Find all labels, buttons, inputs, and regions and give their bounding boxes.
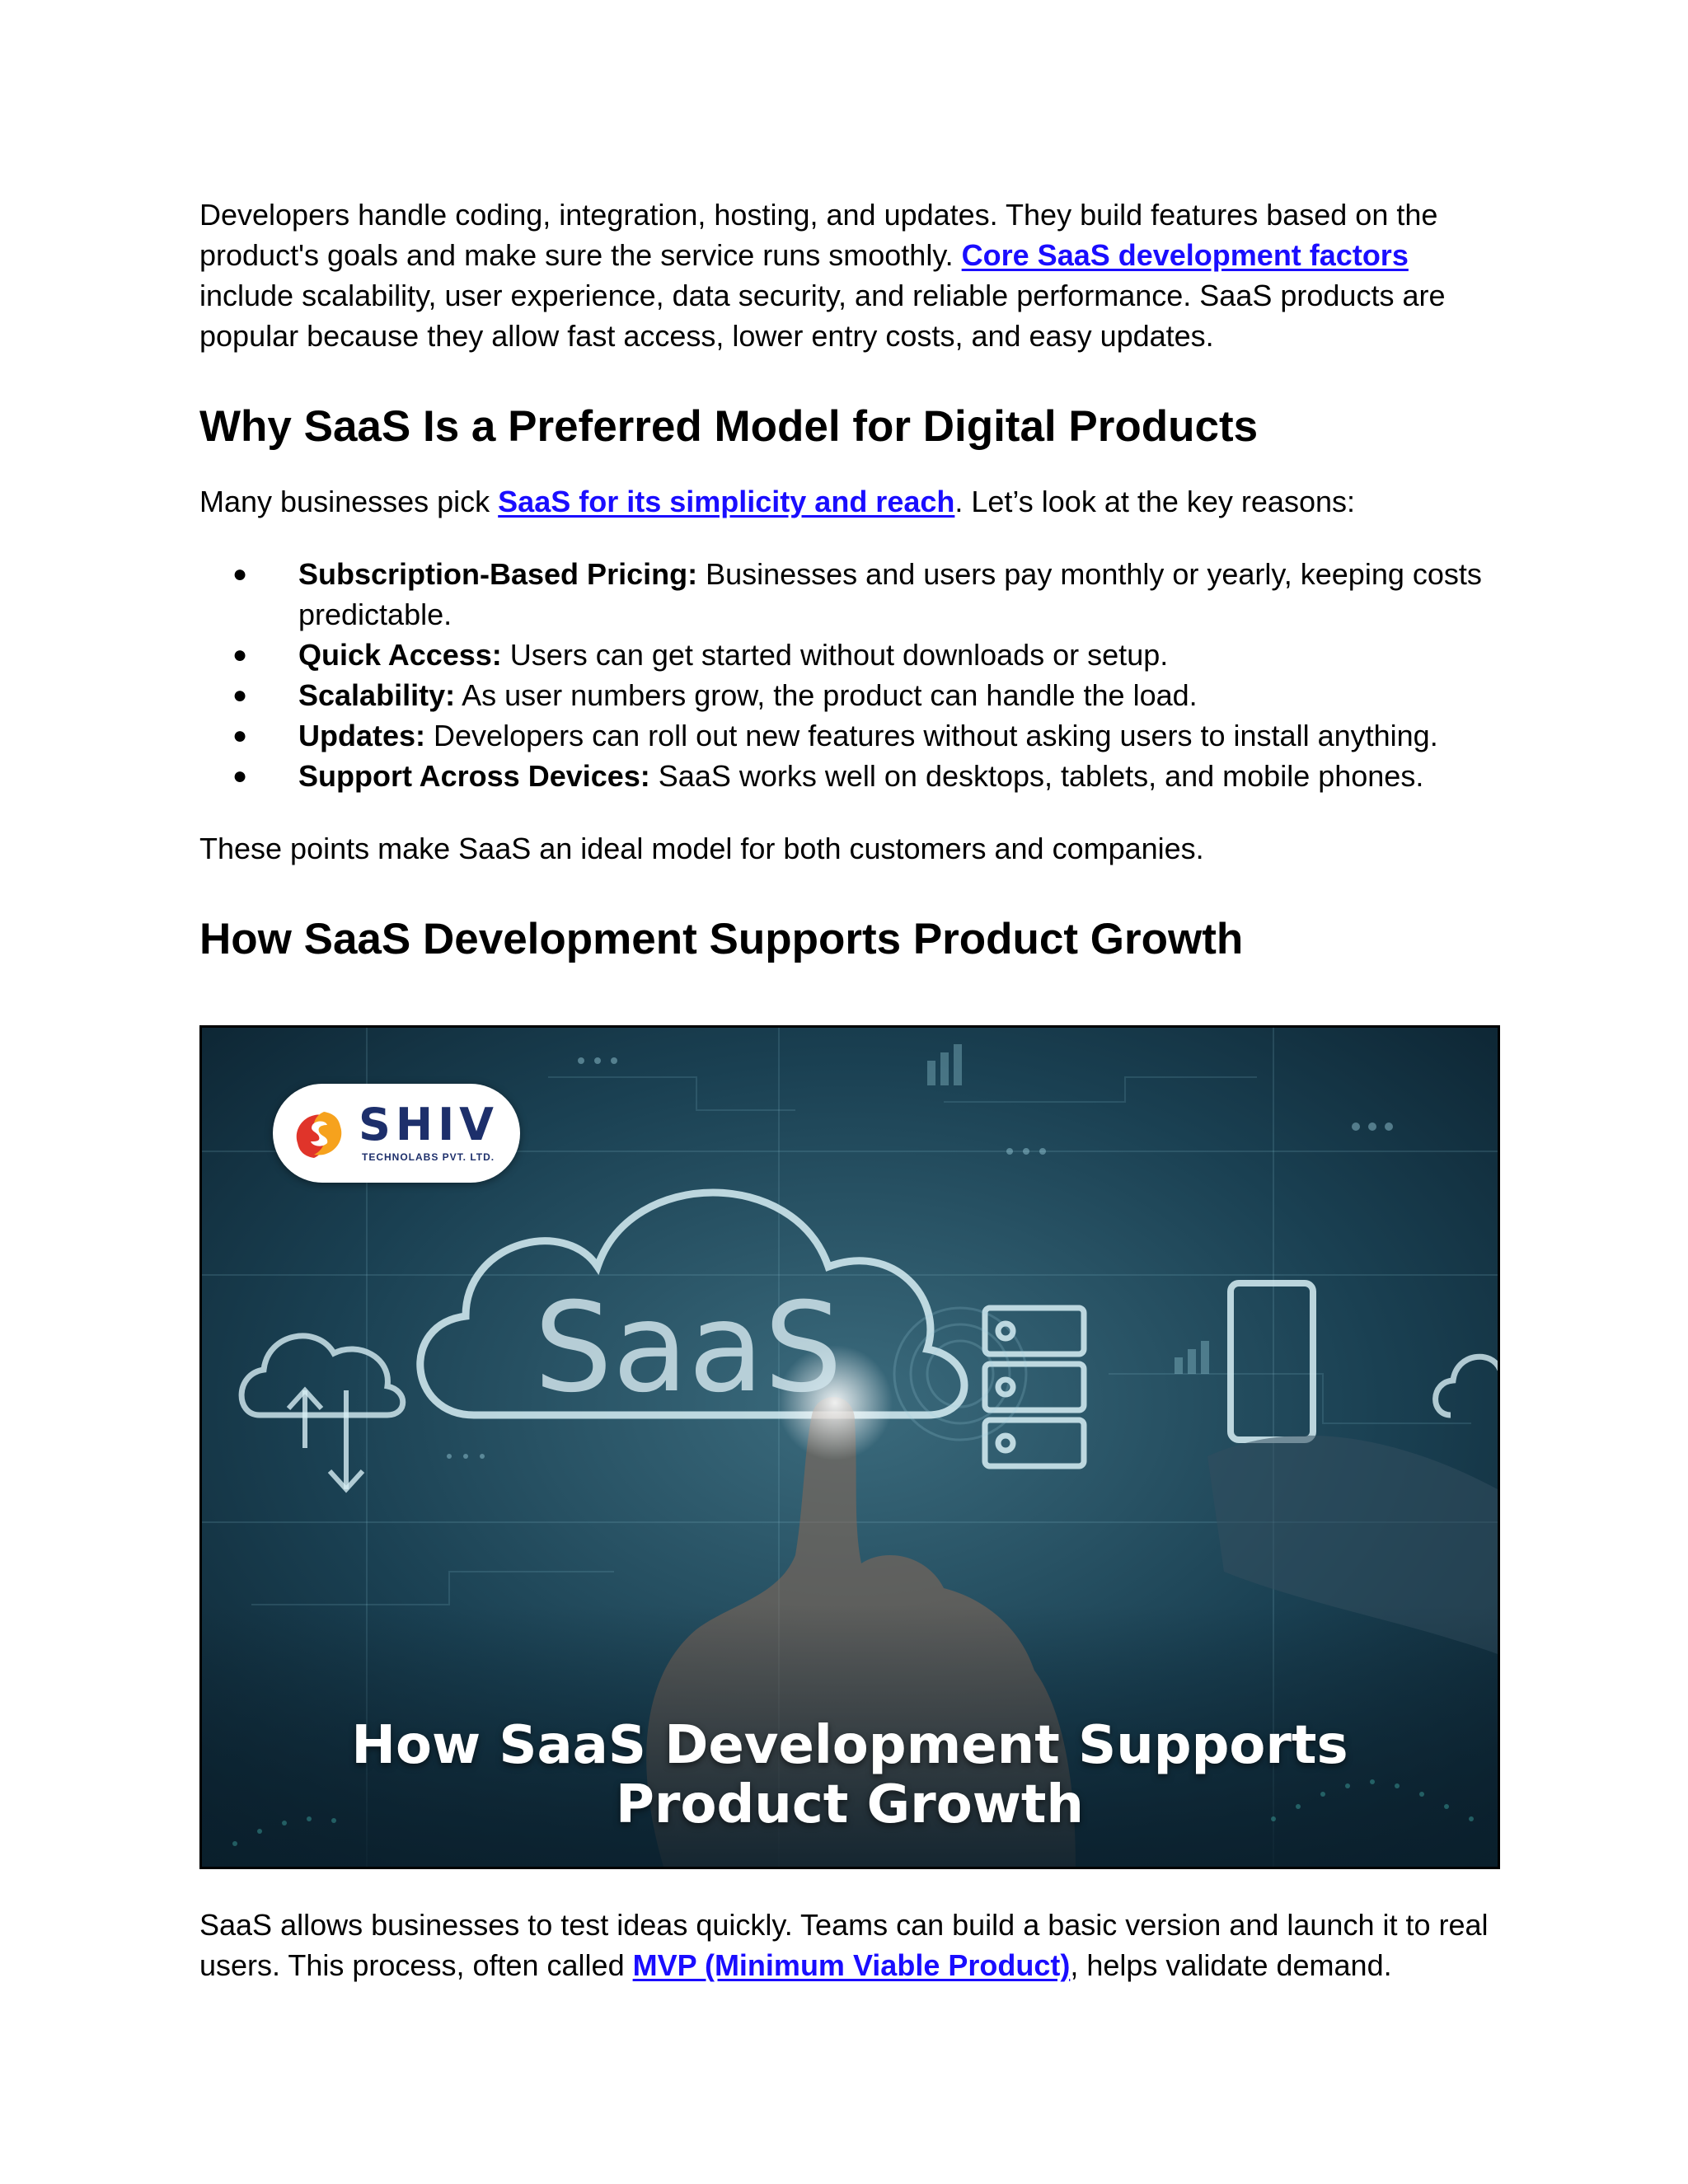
saas-simplicity-link[interactable]: SaaS for its simplicity and reach (498, 485, 955, 518)
list-item-term: Scalability: (298, 678, 456, 712)
reasons-list (199, 554, 1502, 796)
bullet-icon: ● (232, 722, 248, 749)
list-item-text: As user numbers grow, the product can handle the load. (455, 678, 1198, 712)
list-item-term: Quick Access: (298, 638, 502, 672)
list-item-term: Support Across Devices: (298, 759, 650, 793)
list-item-text: SaaS works well on desktops, tablets, and mobile phones. (649, 759, 1424, 793)
list-item-term: Subscription-Based Pricing: (298, 557, 698, 591)
bullet-icon: ● (232, 641, 248, 668)
mvp-link[interactable]: MVP (Minimum Viable Product) (632, 1948, 1071, 1982)
mvp-text-after: , helps validate demand. (1070, 1948, 1392, 1982)
why-saas-heading: Why SaaS Is a Preferred Model for Digital Products (199, 402, 1259, 451)
bullet-icon: ● (232, 682, 248, 709)
core-saas-factors-link[interactable]: Core SaaS development factors (961, 238, 1409, 272)
mvp-paragraph (199, 1905, 1502, 1985)
mvp-text-before: SaaS allows businesses to test ideas quickly. Teams can build a basic version and launch it to real users. This process, often called (199, 1908, 1489, 1982)
logo-wordmark: SHIV (359, 1099, 499, 1151)
lead-text-after: . Let’s look at the key reasons: (954, 485, 1355, 518)
intro-text-after: include scalability, user experience, data security, and reliable performance. SaaS products are popular because they allow fast access, lower entry costs, and easy updates. (199, 279, 1446, 353)
why-saas-lead (199, 481, 1502, 522)
hero-title-line-2: Product Growth (616, 1774, 1084, 1835)
cloud-saas-label: SaaS (533, 1277, 843, 1420)
list-item-text: Users can get started without downloads or setup. (501, 638, 1169, 672)
intro-paragraph (199, 194, 1502, 356)
hero-image-title (202, 1716, 1498, 1835)
document-page (199, 194, 1502, 1985)
list-item (199, 635, 1502, 675)
bullet-icon: ● (232, 762, 248, 790)
list-item (199, 756, 1502, 796)
list-item (199, 715, 1502, 756)
why-saas-closing: These points make SaaS an ideal model for both customers and companies. (199, 832, 1204, 865)
list-item-text: Developers can roll out new features without asking users to install anything. (425, 719, 1438, 752)
saas-growth-heading: How SaaS Development Supports Product Growth (199, 915, 1244, 963)
list-item (199, 675, 1502, 715)
logo-subtitle: TECHNOLABS PVT. LTD. (362, 1151, 495, 1163)
hero-title-line-1: How SaaS Development Supports (351, 1715, 1348, 1776)
lead-text-before: Many businesses pick (199, 485, 499, 518)
saas-hero-image (199, 1025, 1500, 1869)
list-item-text: Businesses and users pay monthly or yearly, keeping costs predictable. (298, 557, 1482, 631)
shiv-technolabs-logo (273, 1084, 520, 1183)
list-item (199, 554, 1502, 635)
list-item-term: Updates: (298, 719, 426, 752)
shiv-logo-mark-icon (289, 1105, 349, 1165)
bullet-icon: ● (232, 560, 248, 588)
intro-text-before: Developers handle coding, integration, hosting, and updates. They build features based on the product's goals and make sure the service runs smoothly. (199, 198, 1438, 272)
